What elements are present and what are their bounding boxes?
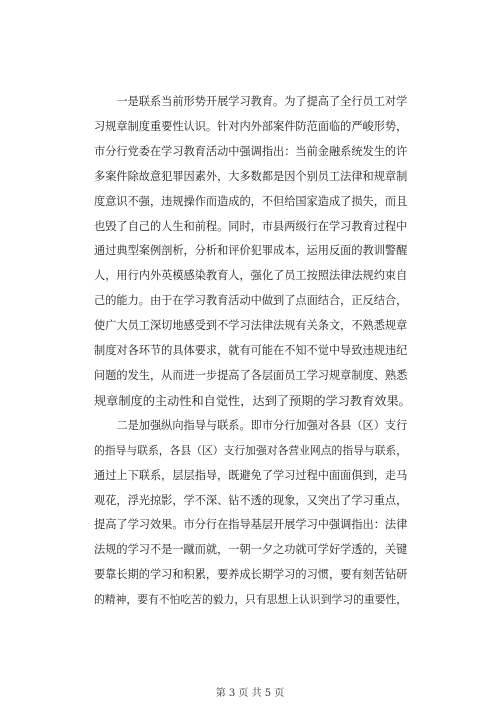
document-body	[94, 90, 412, 613]
page-footer: 第 3 页 共 5 页	[215, 688, 285, 699]
text-line: 制度对各环节的具体要求，就有可能在不知不觉中导致违规违纪	[94, 344, 408, 358]
paragraph-1	[94, 90, 412, 414]
text-line: 习规章制度重要性认识。针对内外部案件防范面临的严峻形势，	[94, 119, 408, 133]
text-line: 提高了学习效果。市分行在指导基层开展学习中强调指出：法律	[94, 518, 408, 532]
text-line: 人，用行内外英模感染教育人，强化了员工按照法律法规约束自	[94, 269, 408, 283]
text-line: 观花，浮光掠影，学不深、钻不透的现象，又突出了学习重点，	[94, 493, 408, 507]
text-line: 规章制度的主动性和自觉性，达到了预期的学习教育效果。	[94, 393, 411, 408]
text-line: 要靠长期的学习和积累，要养成长期学习的习惯，要有刻苦钻研	[94, 568, 408, 582]
text-line: 的指导与联系，各县（区）支行加强对各营业网点的指导与联系，	[94, 443, 408, 457]
text-line: 通过上下联系，层层指导，既避免了学习过程中面面俱到，走马	[94, 468, 408, 482]
text-line: 使广大员工深切地感受到不学习法律法规有关条文，不熟悉规章	[94, 319, 408, 333]
text-line: 市分行党委在学习教育活动中强调指出：当前金融系统发生的许	[94, 144, 408, 158]
text-line: 多案件除故意犯罪因素外，大多数都是因个别员工法律和规章制	[94, 169, 408, 183]
text-line: 法规的学习不是一蹴而就，一朝一夕之功就可学好学透的，关键	[94, 543, 408, 557]
text-line: 也毁了自己的人生和前程。同时，市县两级行在学习教育过程中	[94, 219, 408, 233]
text-line: 己的能力。由于在学习教育活动中做到了点面结合，正反结合，	[94, 294, 408, 308]
text-line: 一是联系当前形势开展学习教育。为了提高了全行员工对学	[94, 95, 408, 108]
text-line: 问题的发生，从而进一步提高了各层面员工学习规章制度、熟悉	[94, 368, 408, 382]
text-line: 度意识不强，违规操作而造成的，不但给国家造成了损失，而且	[94, 194, 408, 208]
paragraph-2	[94, 414, 412, 613]
text-line: 二是加强纵向指导与联系。即市分行加强对各县（区）支行	[94, 418, 408, 432]
text-line: 通过典型案例剖析，分析和评价犯罪成本，运用反面的教训警醒	[94, 244, 408, 258]
text-line: 的精神，要有不怕吃苦的毅力，只有思想上认识到学习的重要性，	[94, 593, 408, 607]
